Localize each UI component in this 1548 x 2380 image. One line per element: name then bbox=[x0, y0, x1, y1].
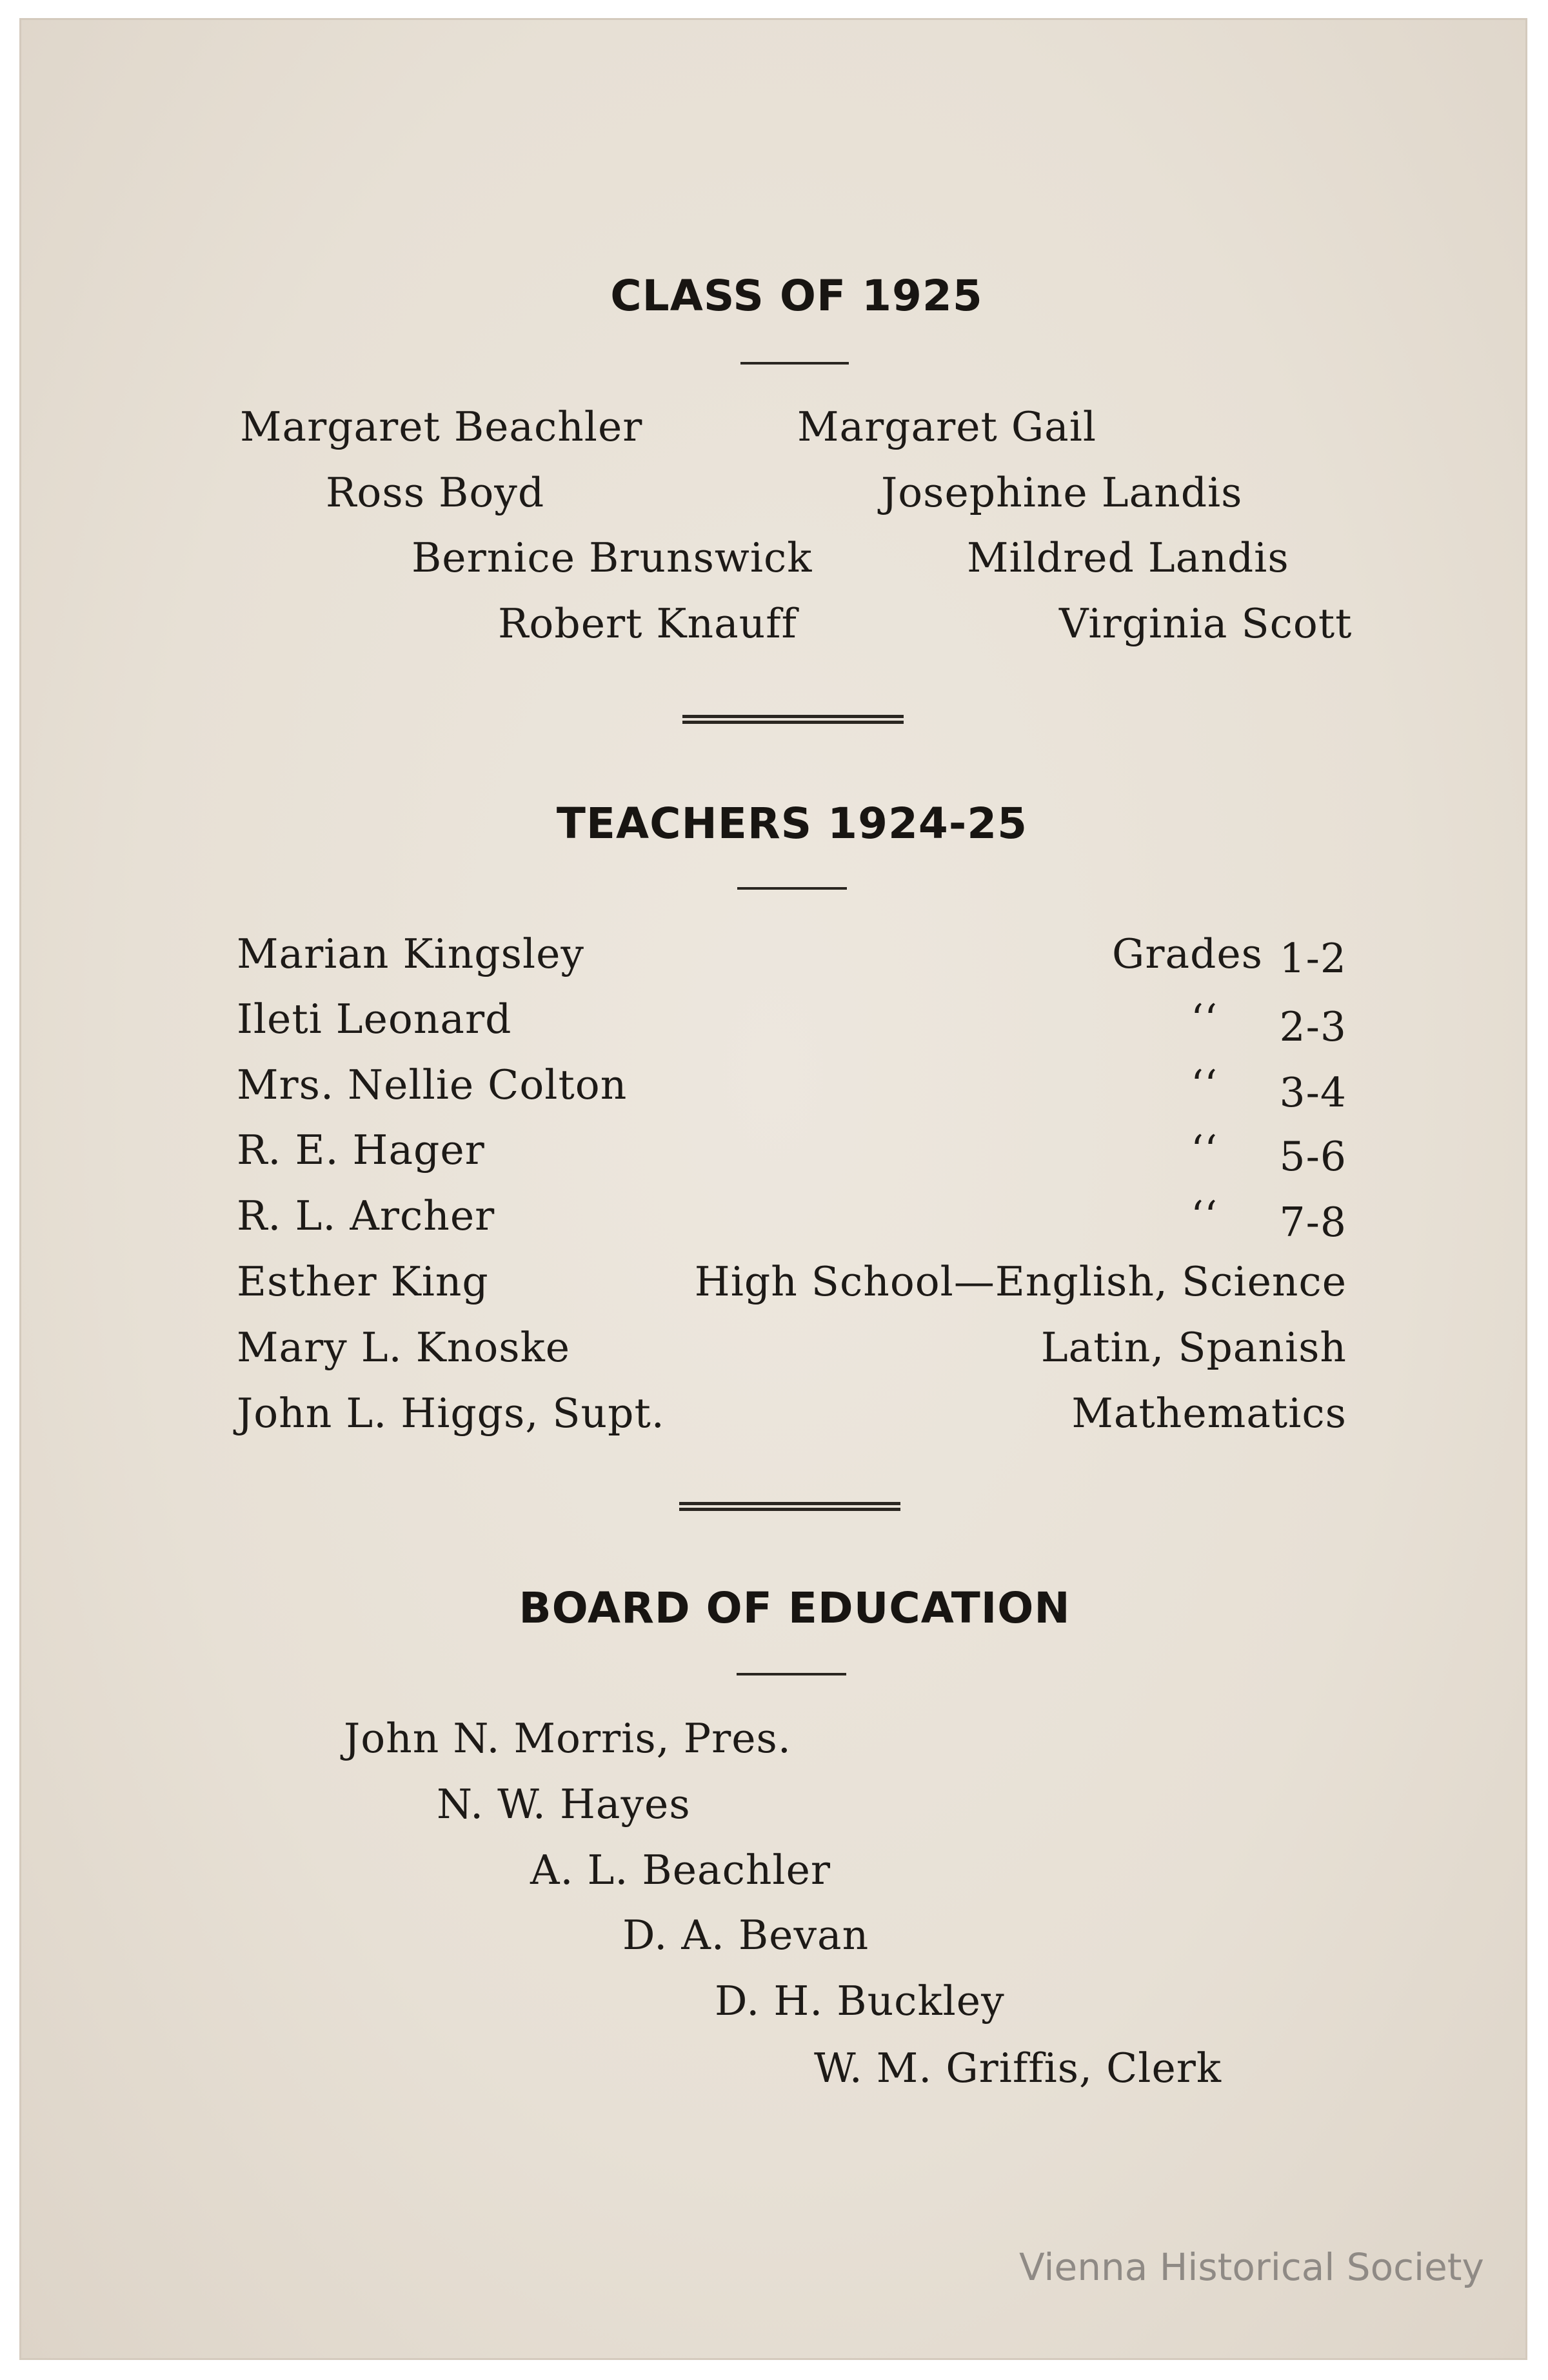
teachers-heading-rule bbox=[737, 887, 847, 890]
board-member: D. H. Buckley bbox=[715, 1977, 1005, 2025]
teacher-name: R. L. Archer bbox=[237, 1192, 495, 1239]
board-heading: BOARD OF EDUCATION bbox=[519, 1583, 1071, 1633]
watermark-text: Vienna Historical Society bbox=[1019, 2245, 1484, 2289]
board-member: W. M. Griffis, Clerk bbox=[814, 2045, 1222, 2092]
board-member: John N. Morris, Pres. bbox=[344, 1715, 791, 1762]
class-member: Margaret Gail bbox=[797, 403, 1096, 450]
class-member: Ross Boyd bbox=[326, 469, 545, 516]
board-member: A. L. Beachler bbox=[530, 1846, 831, 1894]
grade-range: 3-4 bbox=[1279, 1069, 1347, 1116]
teacher-name: Ileti Leonard bbox=[237, 995, 512, 1043]
grade-label: Grades bbox=[1112, 930, 1263, 977]
class-member: Virginia Scott bbox=[1059, 600, 1353, 647]
section-divider bbox=[682, 715, 904, 724]
class-heading-rule bbox=[740, 362, 849, 365]
section-divider bbox=[679, 1502, 900, 1511]
class-heading: CLASS OF 1925 bbox=[610, 271, 983, 321]
class-member: Bernice Brunswick bbox=[412, 534, 813, 581]
class-member: Josephine Landis bbox=[881, 469, 1243, 516]
teacher-name: Mary L. Knoske bbox=[237, 1324, 571, 1371]
grade-range: 7-8 bbox=[1279, 1199, 1347, 1246]
ditto-mark: ‘‘ bbox=[1190, 1192, 1218, 1239]
board-member: D. A. Bevan bbox=[622, 1912, 869, 1959]
teacher-subject: Mathematics bbox=[1071, 1390, 1347, 1437]
grade-range: 2-3 bbox=[1279, 1003, 1347, 1050]
class-member: Margaret Beachler bbox=[240, 403, 643, 450]
teacher-name: Mrs. Nellie Colton bbox=[237, 1061, 628, 1108]
teacher-subject: Latin, Spanish bbox=[1040, 1324, 1347, 1371]
ditto-mark: ‘‘ bbox=[1190, 1061, 1218, 1108]
class-member: Robert Knauff bbox=[498, 600, 797, 647]
grade-range: 5-6 bbox=[1279, 1133, 1347, 1180]
ditto-mark: ‘‘ bbox=[1190, 1126, 1218, 1174]
ditto-mark: ‘‘ bbox=[1190, 995, 1218, 1043]
grade-range: 1-2 bbox=[1279, 935, 1347, 982]
teacher-subject: High School—English, Science bbox=[694, 1258, 1347, 1305]
teacher-name: Marian Kingsley bbox=[237, 930, 584, 977]
board-heading-rule bbox=[737, 1673, 846, 1675]
class-member: Mildred Landis bbox=[967, 534, 1289, 581]
teacher-name: John L. Higgs, Supt. bbox=[237, 1390, 665, 1437]
teachers-heading: TEACHERS 1924-25 bbox=[556, 799, 1028, 848]
teacher-name: R. E. Hager bbox=[237, 1126, 485, 1174]
teacher-name: Esther King bbox=[237, 1258, 489, 1305]
board-member: N. W. Hayes bbox=[437, 1781, 691, 1828]
